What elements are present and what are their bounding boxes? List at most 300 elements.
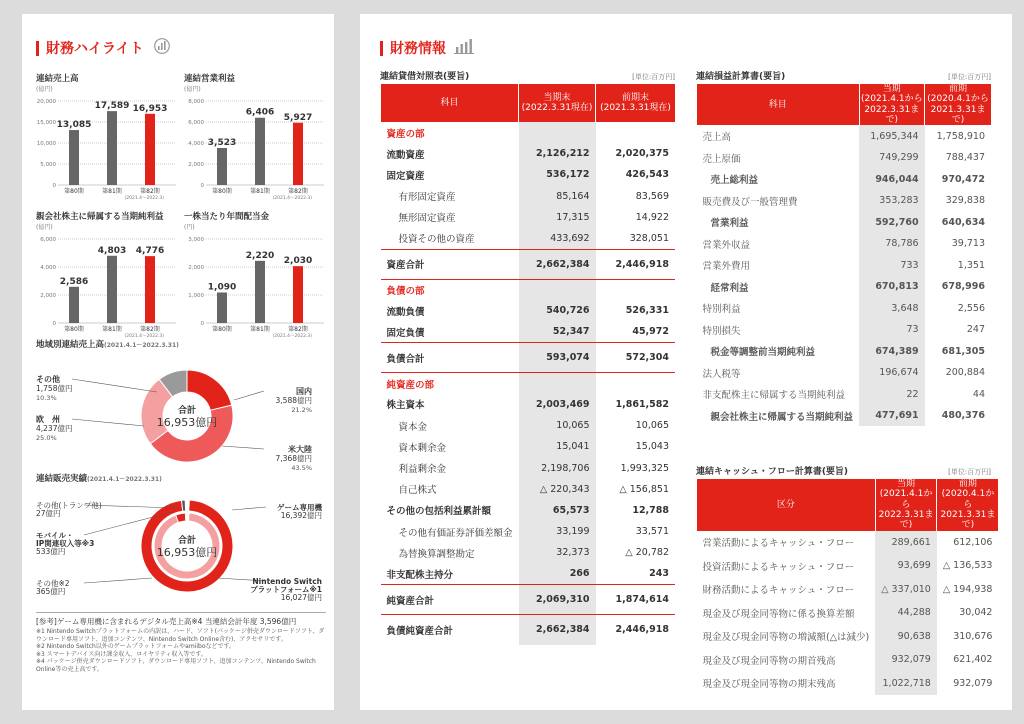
cell-prev: 1,993,325 <box>620 462 669 474</box>
header-bar <box>36 41 39 56</box>
highlight-title: 財務ハイライト <box>46 41 144 57</box>
donut-slice <box>187 370 232 410</box>
column-header: 当期末 (2022.3.31現在) <box>519 84 596 122</box>
table-row <box>697 578 999 602</box>
cell-prev: 2,446,918 <box>596 615 675 645</box>
cell-prev: 480,376 <box>941 410 985 422</box>
table-row <box>697 254 992 276</box>
slice-pct: 21.2% <box>291 406 312 414</box>
table-row <box>381 542 676 563</box>
cell-cur: 733 <box>859 254 925 276</box>
cell-cur: 32,373 <box>519 542 596 563</box>
period-note: (2021.4〜2022.3) <box>124 196 164 201</box>
row-label: 負債純資産合計 <box>381 615 519 645</box>
data-label: 2,220 <box>245 250 275 261</box>
cell-prev: △ 20,782 <box>625 547 669 559</box>
item-value: 27億円 <box>36 509 61 518</box>
tick-label: 0 <box>200 321 204 327</box>
sales-title: 連結販売実績 <box>36 474 88 484</box>
cell-prev: 247 <box>966 324 985 336</box>
bar-chart-0 <box>36 72 176 205</box>
chart-unit: (億円) <box>36 86 53 93</box>
row-label: 営業外費用 <box>702 261 751 273</box>
table-row <box>381 343 676 373</box>
cell-cur: 73 <box>859 319 925 341</box>
cell-cur: 196,674 <box>859 362 925 384</box>
row-label: 現金及び現金同等物の期首残高 <box>702 655 836 667</box>
slice-pct: 25.0% <box>36 434 57 442</box>
chart-title: 連結売上高 <box>36 74 79 84</box>
column-header: 前期 (2020.4.1から 2021.3.31まで) <box>937 479 999 531</box>
cell-cur: 65,573 <box>519 500 596 521</box>
slice-pct: 43.5% <box>291 464 312 472</box>
cell-cur: 10,065 <box>519 415 596 436</box>
row-label: 売上総利益 <box>710 175 759 187</box>
cf-table <box>696 479 998 695</box>
bar <box>69 130 79 185</box>
table-row <box>381 249 676 279</box>
cell-prev: 970,472 <box>941 173 985 185</box>
tick-label: 6,000 <box>40 237 56 243</box>
cell-cur: 2,662,384 <box>519 615 596 645</box>
table-row <box>697 531 999 555</box>
cell-cur: 674,389 <box>859 340 925 362</box>
leader-line <box>72 379 157 392</box>
category-label: 第81期 <box>250 188 270 195</box>
cell-prev: △ 136,533 <box>942 560 993 572</box>
bar-chart-icon <box>152 38 172 58</box>
row-label: 現金及び現金同等物の期末残高 <box>702 679 836 691</box>
table-row <box>381 585 676 615</box>
cell-cur: 2,126,212 <box>519 143 596 164</box>
category-label: 第81期 <box>250 326 270 333</box>
item-name: プラットフォーム※1 <box>250 585 322 594</box>
chart-unit: (億円) <box>184 86 201 93</box>
row-label: 資産の部 <box>386 128 425 140</box>
row-label: 負債の部 <box>381 279 519 300</box>
cell-cur: 592,760 <box>859 211 925 233</box>
row-label: 流動資産 <box>386 149 425 161</box>
cell-prev: 328,051 <box>629 232 669 244</box>
row-label: 利益剰余金 <box>398 464 447 476</box>
tick-label: 2,000 <box>40 293 56 299</box>
table-row <box>381 322 676 343</box>
cell-cur: 2,662,384 <box>519 249 596 279</box>
column-header: 区分 <box>697 479 876 531</box>
cell-cur: 433,692 <box>519 228 596 249</box>
row-label: 税金等調整前当期純利益 <box>710 347 816 359</box>
cell-cur: △ 337,010 <box>875 578 937 602</box>
table-row <box>697 340 992 362</box>
item-name: その他(トランプ他) <box>36 501 102 510</box>
row-label: 特別利益 <box>702 304 741 316</box>
cell-cur: 749,299 <box>859 147 925 169</box>
cell-prev: 39,713 <box>951 238 985 250</box>
cell-prev: 200,884 <box>945 367 985 379</box>
row-label: 非支配株主に帰属する当期純利益 <box>702 390 846 402</box>
item-name: モバイル・ <box>36 531 74 540</box>
row-label: 純資産の部 <box>381 373 519 394</box>
table-row <box>381 228 676 249</box>
cell-cur: 17,315 <box>519 207 596 228</box>
cell-cur: 22 <box>859 383 925 405</box>
cell-prev: 932,079 <box>953 677 993 689</box>
pl-title: 連結損益計算書(要旨) <box>696 72 786 82</box>
table-row <box>697 168 992 190</box>
slice-value: 4,237億円 <box>36 424 73 433</box>
row-label: 販売費及び一般管理費 <box>702 196 798 208</box>
table-row <box>697 601 999 625</box>
bar <box>145 256 155 323</box>
row-label: 資産合計 <box>381 249 519 279</box>
category-label: 第81期 <box>102 188 122 195</box>
cell-prev: 45,972 <box>632 326 669 338</box>
tick-label: 20,000 <box>36 99 56 105</box>
table-row <box>697 319 992 341</box>
item-name: その他※2 <box>36 579 70 588</box>
cell-cur: 3,648 <box>859 297 925 319</box>
table-row <box>381 500 676 521</box>
bar-chart-icon <box>454 38 476 58</box>
data-label: 3,523 <box>207 138 237 149</box>
table-row <box>381 415 676 436</box>
tick-label: 0 <box>52 183 56 189</box>
sales-period: (2021.4.1〜2022.3.31) <box>87 476 162 483</box>
cell-cur: 946,044 <box>859 168 925 190</box>
table-row <box>381 300 676 321</box>
table-header-row <box>697 479 999 531</box>
cell-prev: 30,042 <box>959 607 993 619</box>
bar <box>107 256 117 323</box>
financial-header <box>380 38 476 58</box>
chart-unit: (円) <box>184 224 195 231</box>
tick-label: 8,000 <box>188 99 204 105</box>
cell-cur: 93,699 <box>875 554 937 578</box>
slice-name: 国内 <box>296 387 312 396</box>
slice-value: 1,758億円 <box>36 384 73 393</box>
cell-cur: 33,199 <box>519 521 596 542</box>
table-row <box>381 615 676 645</box>
tick-label: 1,000 <box>188 293 204 299</box>
cell-prev <box>596 279 675 300</box>
pl-table <box>696 84 991 426</box>
cell-prev: 640,634 <box>941 216 985 228</box>
row-label: その他の包括利益累計額 <box>386 506 492 518</box>
bar <box>293 266 303 323</box>
column-header: 当期 (2021.4.1から 2022.3.31まで) <box>875 479 937 531</box>
chart-title: 連結営業利益 <box>184 74 236 84</box>
cell-prev: 2,020,375 <box>615 148 669 160</box>
tick-label: 4,000 <box>188 141 204 147</box>
cell-cur: 353,283 <box>859 190 925 212</box>
donut-total-label: 合計 <box>177 406 197 416</box>
data-label: 4,776 <box>135 246 165 257</box>
cell-prev: 12,788 <box>632 504 669 516</box>
cell-cur: 536,172 <box>519 164 596 185</box>
region-period: (2021.4.1〜2022.3.31) <box>104 342 179 349</box>
cell-prev: 572,304 <box>596 343 675 373</box>
data-label: 4,803 <box>97 245 127 256</box>
region-title-row <box>36 338 179 350</box>
footnote: ※4 パッケージ併売ダウンロードソフト、ダウンロード専用ソフト、追加コンテンツ、Nintendo Switch Online等の売上高です。 <box>36 658 316 673</box>
cell-prev: 788,437 <box>945 152 985 164</box>
cell-prev: 426,543 <box>625 169 669 181</box>
cell-prev: 14,922 <box>635 211 669 223</box>
row-label: 投資活動によるキャッシュ・フロー <box>702 561 855 573</box>
data-label: 5,927 <box>283 112 313 123</box>
row-label: 投資その他の資産 <box>398 234 475 246</box>
bar <box>293 123 303 185</box>
cf-unit: [単位:百万円] <box>948 468 991 476</box>
table-row <box>697 147 992 169</box>
category-label: 第81期 <box>102 326 122 333</box>
tick-label: 0 <box>52 321 56 327</box>
row-label: 固定負債 <box>386 327 425 339</box>
table-row <box>697 211 992 233</box>
data-label: 16,953 <box>132 103 168 114</box>
pl-unit: [単位:百万円] <box>948 73 991 81</box>
data-label: 13,085 <box>56 120 92 131</box>
table-row <box>381 122 676 143</box>
cell-prev <box>596 373 675 394</box>
donut-total-label: 合計 <box>177 536 197 546</box>
leader-line <box>222 446 264 449</box>
bar <box>145 114 155 185</box>
leader-line <box>234 391 264 400</box>
cell-cur: 540,726 <box>519 300 596 321</box>
cell-prev: 310,676 <box>953 630 993 642</box>
bar-chart-2 <box>36 210 176 343</box>
data-label: 17,589 <box>94 101 130 112</box>
cell-cur <box>519 279 596 300</box>
cell-cur: 52,347 <box>519 322 596 343</box>
tick-label: 6,000 <box>188 120 204 126</box>
cell-cur: 670,813 <box>859 276 925 298</box>
balance-sheet <box>380 69 675 645</box>
row-label: 親会社株主に帰属する当期純利益 <box>710 411 854 423</box>
tick-label: 4,000 <box>40 265 56 271</box>
bar <box>255 261 265 323</box>
cell-prev: 1,351 <box>957 259 985 271</box>
slice-value: 7,368億円 <box>275 454 312 463</box>
table-row <box>381 186 676 207</box>
data-label: 6,406 <box>245 107 275 118</box>
cell-cur: 2,003,469 <box>519 394 596 415</box>
row-label: 無形固定資産 <box>398 213 456 225</box>
item-value: 16,027億円 <box>280 593 322 602</box>
column-header: 科目 <box>381 84 519 122</box>
cell-cur: 1,022,718 <box>875 672 937 696</box>
row-label: 営業外収益 <box>702 239 751 251</box>
cell-cur: 593,074 <box>519 343 596 373</box>
row-label: 自己株式 <box>398 485 437 497</box>
cell-cur: 85,164 <box>519 186 596 207</box>
cell-cur: 15,041 <box>519 436 596 457</box>
table-row <box>697 405 992 427</box>
table-header-row <box>697 84 992 125</box>
row-label: 有形固定資産 <box>398 192 456 204</box>
cell-prev: 44 <box>972 388 985 400</box>
table-row <box>381 521 676 542</box>
item-value: 16,392億円 <box>280 511 322 520</box>
cell-prev: 83,569 <box>635 190 669 202</box>
cell-cur: 90,638 <box>875 625 937 649</box>
chart-title: 親会社株主に帰属する当期純利益 <box>36 212 164 222</box>
cash-flow-statement <box>696 464 996 695</box>
tick-label: 3,000 <box>188 237 204 243</box>
data-label: 2,030 <box>283 256 313 267</box>
cell-cur: 289,661 <box>875 531 937 555</box>
cell-cur: 1,695,344 <box>859 125 925 147</box>
table-row <box>697 362 992 384</box>
digital-sales-ref: [参考]ゲーム専用機に含まれるデジタル売上高※4 当連結会計年度 3,596億円 <box>36 612 326 627</box>
bar <box>217 148 227 185</box>
category-label: 第82期 <box>288 188 308 195</box>
cell-prev <box>596 122 675 143</box>
table-row <box>697 190 992 212</box>
cell-cur <box>519 122 596 143</box>
cell-cur: △ 220,343 <box>519 479 596 500</box>
cell-cur: 44,288 <box>875 601 937 625</box>
category-label: 第82期 <box>140 188 160 195</box>
item-name: ゲーム専用機 <box>277 503 322 512</box>
slice-name: その他 <box>36 375 60 384</box>
cell-prev: 1,758,910 <box>936 130 985 142</box>
category-label: 第80期 <box>212 188 232 195</box>
table-row <box>381 279 676 300</box>
sales-donut-chart <box>22 482 334 607</box>
table-row <box>381 394 676 415</box>
slice-name: 米大陸 <box>288 445 312 454</box>
table-row <box>697 233 992 255</box>
row-label: 固定資産 <box>386 170 425 182</box>
bar <box>255 118 265 185</box>
row-label: 現金及び現金同等物の増減額(△は減少) <box>702 632 870 644</box>
row-label: 資本剰余金 <box>398 442 447 454</box>
table-row <box>697 297 992 319</box>
bs-title: 連結貸借対照表(要旨) <box>380 72 470 82</box>
category-label: 第80期 <box>64 326 84 333</box>
data-label: 2,586 <box>59 276 89 287</box>
row-label: 売上高 <box>702 132 732 144</box>
column-header: 前期末 (2021.3.31現在) <box>596 84 675 122</box>
right-page <box>360 14 1012 710</box>
row-label: 株主資本 <box>386 400 425 412</box>
item-value: 533億円 <box>36 547 66 556</box>
table-row <box>381 373 676 394</box>
cell-prev: 2,446,918 <box>596 249 675 279</box>
cell-prev: 10,065 <box>635 420 669 432</box>
cf-title: 連結キャッシュ・フロー計算書(要旨) <box>696 467 849 477</box>
table-header-row <box>381 84 676 122</box>
cell-prev: 621,402 <box>953 654 993 666</box>
cell-cur <box>519 373 596 394</box>
leader-line <box>232 507 266 510</box>
chart-title: 一株当たり年間配当金 <box>184 212 270 222</box>
footnote: ※3 スマートデバイス向け課金収入、ロイヤリティ収入等です。 <box>36 650 207 658</box>
footnote: ※1 Nintendo Switchプラットフォームの内訳は、ハード、ソフト(パッケージ併売ダウンロードソフト、ダウンロード専用ソフト、追加コンテンツ、Nintendo Switch Online含む)、アクセサリです。 <box>36 628 325 643</box>
category-label: 第82期 <box>140 326 160 333</box>
row-label: 経常利益 <box>710 282 749 294</box>
donut-slice <box>181 500 185 511</box>
cell-prev: 329,838 <box>945 195 985 207</box>
bar-chart-3 <box>184 210 324 343</box>
table-row <box>697 276 992 298</box>
bar <box>217 292 227 323</box>
income-statement <box>696 69 991 426</box>
table-row <box>697 672 999 696</box>
row-label: 営業活動によるキャッシュ・フロー <box>702 538 855 550</box>
donut-total: 16,953億円 <box>156 546 218 559</box>
row-label: 資本金 <box>398 421 428 433</box>
cell-prev: △ 156,851 <box>619 483 669 495</box>
cell-cur: 2,198,706 <box>519 457 596 478</box>
donut-total: 16,953億円 <box>156 416 218 429</box>
row-label: 財務活動によるキャッシュ・フロー <box>702 585 855 597</box>
column-header: 前期 (2020.4.1から 2021.3.31まで) <box>925 84 991 125</box>
leader-line <box>72 419 144 426</box>
leader-line <box>84 578 152 583</box>
cell-prev: 1,861,582 <box>615 398 669 410</box>
left-page <box>22 14 334 710</box>
table-row <box>697 125 992 147</box>
row-label: 為替換算調整勘定 <box>398 548 475 560</box>
highlight-header <box>36 38 172 58</box>
data-label: 1,090 <box>207 282 237 293</box>
category-label: 第82期 <box>288 326 308 333</box>
cell-cur: 78,786 <box>859 233 925 255</box>
cell-prev: 612,106 <box>953 536 993 548</box>
item-value: 365億円 <box>36 587 66 596</box>
cell-prev: △ 194,938 <box>942 583 993 595</box>
item-name: IP関連収入等※3 <box>36 539 95 548</box>
table-row <box>697 648 999 672</box>
chart-unit: (億円) <box>36 224 53 231</box>
cell-prev: 681,305 <box>941 345 985 357</box>
cell-prev: 243 <box>649 568 669 580</box>
cell-cur: 266 <box>519 563 596 584</box>
bs-table <box>380 84 675 645</box>
bar <box>69 287 79 323</box>
tick-label: 5,000 <box>40 162 56 168</box>
tick-label: 10,000 <box>36 141 56 147</box>
row-label: 法人税等 <box>702 368 741 380</box>
row-label: 流動負債 <box>386 306 425 318</box>
row-label: 営業利益 <box>710 218 749 230</box>
row-label: 負債合計 <box>381 343 519 373</box>
region-title: 地域別連結売上高 <box>36 340 105 350</box>
row-label: 非支配株主持分 <box>386 569 454 581</box>
row-label: 売上原価 <box>702 153 741 165</box>
cell-prev: 678,996 <box>941 281 985 293</box>
table-row <box>381 143 676 164</box>
cell-prev: 15,043 <box>635 441 669 453</box>
footnotes <box>36 628 326 673</box>
cell-cur: 2,069,310 <box>519 585 596 615</box>
cell-prev: 33,571 <box>635 526 669 538</box>
table-row <box>697 383 992 405</box>
tick-label: 0 <box>200 183 204 189</box>
table-row <box>381 457 676 478</box>
period-note: (2021.4〜2022.3) <box>272 196 312 201</box>
column-header: 科目 <box>697 84 860 125</box>
financial-title: 財務情報 <box>390 41 446 57</box>
table-row <box>381 436 676 457</box>
table-row <box>381 207 676 228</box>
cell-prev: 526,331 <box>625 305 669 317</box>
cell-prev: 2,556 <box>957 302 985 314</box>
table-row <box>381 479 676 500</box>
